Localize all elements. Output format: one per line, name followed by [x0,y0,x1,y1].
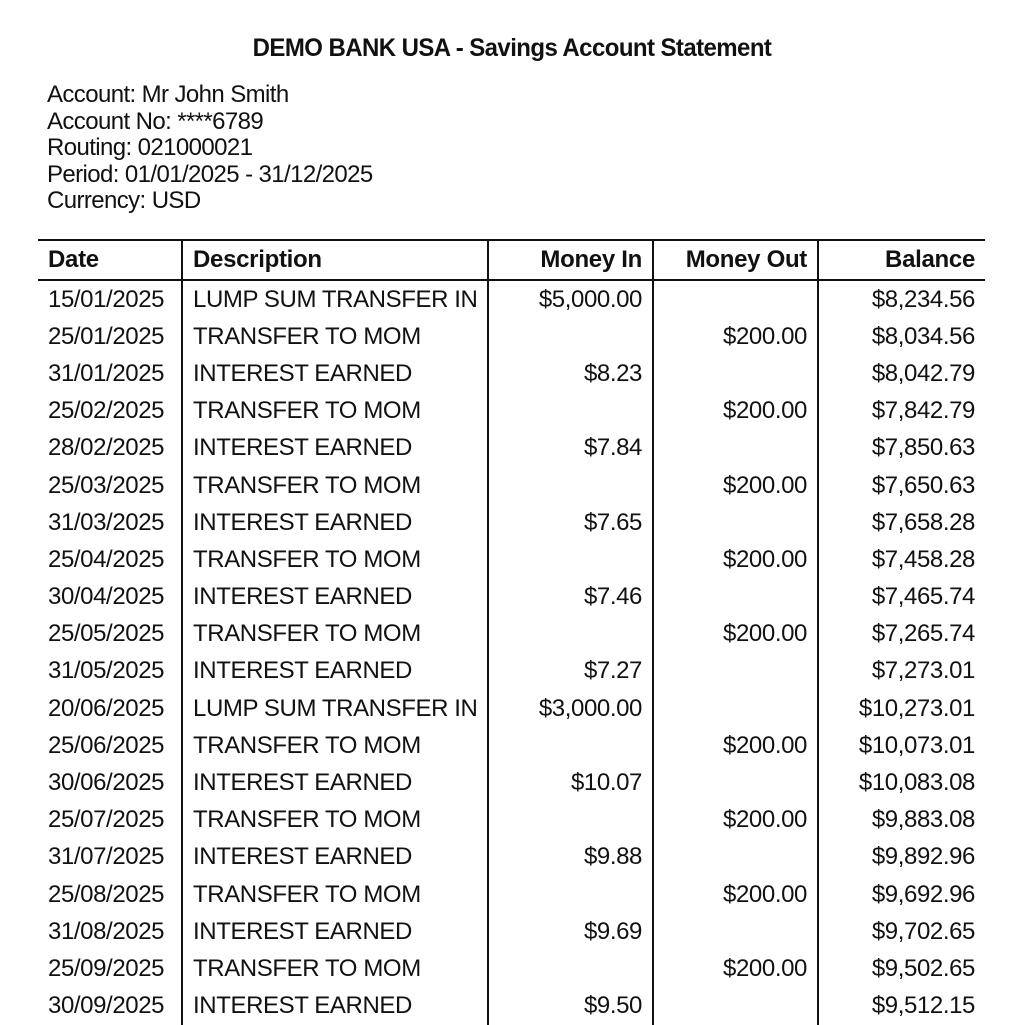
cell-date: 25/07/2025 [48,806,165,834]
cell-description: INTEREST EARNED [182,504,488,541]
cell-money-out [653,988,818,1025]
cell-description: INTEREST EARNED [182,653,488,690]
cell-date: 31/07/2025 [48,843,165,871]
cell-date: 25/05/2025 [48,620,165,648]
cell-description: TRANSFER TO MOM [182,393,488,430]
cell-description: TRANSFER TO MOM [182,950,488,987]
cell-money-in: $7.46 [488,579,653,616]
table-row [38,393,985,430]
cell-money-in: $8.23 [488,355,653,392]
cell-date: 25/01/2025 [48,322,165,350]
cell-money-in: $7.84 [488,430,653,467]
cell-date: 28/02/2025 [48,434,165,462]
cell-money-out [653,839,818,876]
cell-money-in: $10.07 [488,764,653,801]
cell-money-out: $200.00 [653,393,818,430]
account-info [47,82,373,215]
cell-description: INTEREST EARNED [182,913,488,950]
cell-money-in: $5,000.00 [488,280,653,318]
cell-balance: $7,658.28 [818,504,985,541]
currency: Currency: USD [47,187,201,214]
cell-money-in: $9.50 [488,988,653,1025]
cell-date: 25/09/2025 [48,954,165,982]
table-row [38,802,985,839]
table-row [38,430,985,467]
cell-money-in: $3,000.00 [488,690,653,727]
cell-description: LUMP SUM TRANSFER IN [182,690,488,727]
table-row [38,616,985,653]
cell-description: TRANSFER TO MOM [182,876,488,913]
cell-money-in: $9.88 [488,839,653,876]
cell-balance: $10,273.01 [818,690,985,727]
cell-date: 31/08/2025 [48,917,165,945]
statement-title: DEMO BANK USA - Savings Account Statement [252,34,772,62]
cell-balance: $9,502.65 [818,950,985,987]
table-row [38,355,985,392]
cell-money-out [653,280,818,318]
table-row [38,653,985,690]
table-row [38,727,985,764]
cell-balance: $8,234.56 [818,280,985,318]
account-number: Account No: ****6789 [47,107,264,135]
cell-money-out [653,579,818,616]
cell-money-in [488,393,653,430]
header-description: Description [182,240,488,280]
cell-money-in [488,802,653,839]
table-row [38,504,985,541]
cell-date: 30/06/2025 [48,769,165,797]
cell-money-out [653,653,818,690]
cell-balance: $7,850.63 [818,430,985,467]
cell-description: LUMP SUM TRANSFER IN [182,280,488,318]
cell-money-out: $200.00 [653,541,818,578]
table-row [38,764,985,801]
table-row [38,467,985,504]
cell-money-out: $200.00 [653,950,818,987]
cell-money-out: $200.00 [653,802,818,839]
cell-money-in [488,727,653,764]
header-money-out: Money Out [653,240,818,280]
account-holder: Account: Mr John Smith [47,81,289,108]
cell-date: 31/05/2025 [48,657,165,685]
table-row [38,541,985,578]
cell-balance: $8,034.56 [818,318,985,355]
table-row [38,280,985,318]
cell-description: INTEREST EARNED [182,430,488,467]
cell-money-out: $200.00 [653,616,818,653]
table-row [38,876,985,913]
cell-date: 25/06/2025 [48,731,165,759]
cell-date: 25/03/2025 [48,471,165,499]
table-row [38,690,985,727]
cell-balance: $10,073.01 [818,727,985,764]
table-row [38,579,985,616]
cell-money-in [488,950,653,987]
cell-money-in: $7.65 [488,504,653,541]
cell-money-in [488,318,653,355]
table-row [38,950,985,987]
cell-balance: $7,465.74 [818,579,985,616]
cell-description: TRANSFER TO MOM [182,802,488,839]
cell-date: 31/03/2025 [48,508,165,536]
cell-date: 30/09/2025 [48,992,165,1020]
cell-money-out [653,690,818,727]
cell-money-out: $200.00 [653,727,818,764]
cell-money-in [488,467,653,504]
cell-date: 31/01/2025 [48,359,165,387]
cell-description: TRANSFER TO MOM [182,616,488,653]
table-header-row [38,240,985,280]
cell-balance: $9,692.96 [818,876,985,913]
cell-balance: $8,042.79 [818,355,985,392]
cell-balance: $9,512.15 [818,988,985,1025]
cell-description: TRANSFER TO MOM [182,318,488,355]
cell-description: INTEREST EARNED [182,839,488,876]
statement-period: Period: 01/01/2025 - 31/12/2025 [47,160,373,188]
cell-money-in [488,541,653,578]
cell-money-in: $7.27 [488,653,653,690]
cell-balance: $7,273.01 [818,653,985,690]
cell-date: 25/02/2025 [48,397,165,425]
cell-description: INTEREST EARNED [182,579,488,616]
cell-balance: $7,842.79 [818,393,985,430]
cell-description: INTEREST EARNED [182,988,488,1025]
cell-money-out: $200.00 [653,876,818,913]
cell-description: TRANSFER TO MOM [182,467,488,504]
cell-description: TRANSFER TO MOM [182,541,488,578]
cell-balance: $9,883.08 [818,802,985,839]
cell-balance: $7,265.74 [818,616,985,653]
header-money-in: Money In [488,240,653,280]
cell-balance: $9,702.65 [818,913,985,950]
cell-date: 15/01/2025 [48,285,165,313]
cell-date: 25/08/2025 [48,880,165,908]
cell-money-in [488,876,653,913]
cell-balance: $7,458.28 [818,541,985,578]
cell-description: TRANSFER TO MOM [182,727,488,764]
cell-date: 25/04/2025 [48,545,165,573]
header-balance: Balance [818,240,985,280]
transactions-body [38,280,985,1025]
cell-date: 20/06/2025 [48,694,165,722]
routing-number: Routing: 021000021 [47,134,253,161]
cell-money-out [653,430,818,467]
cell-balance: $10,083.08 [818,764,985,801]
cell-date: 30/04/2025 [48,583,165,611]
cell-balance: $7,650.63 [818,467,985,504]
table-row [38,988,985,1025]
cell-money-in [488,616,653,653]
table-row [38,318,985,355]
transactions-table [38,239,985,1025]
cell-money-out: $200.00 [653,467,818,504]
table-row [38,913,985,950]
cell-money-out [653,764,818,801]
cell-balance: $9,892.96 [818,839,985,876]
cell-money-out [653,913,818,950]
table-row [38,839,985,876]
cell-description: INTEREST EARNED [182,764,488,801]
cell-money-out [653,504,818,541]
cell-description: INTEREST EARNED [182,355,488,392]
cell-money-in: $9.69 [488,913,653,950]
cell-money-out: $200.00 [653,318,818,355]
header-date: Date [38,240,182,280]
cell-money-out [653,355,818,392]
